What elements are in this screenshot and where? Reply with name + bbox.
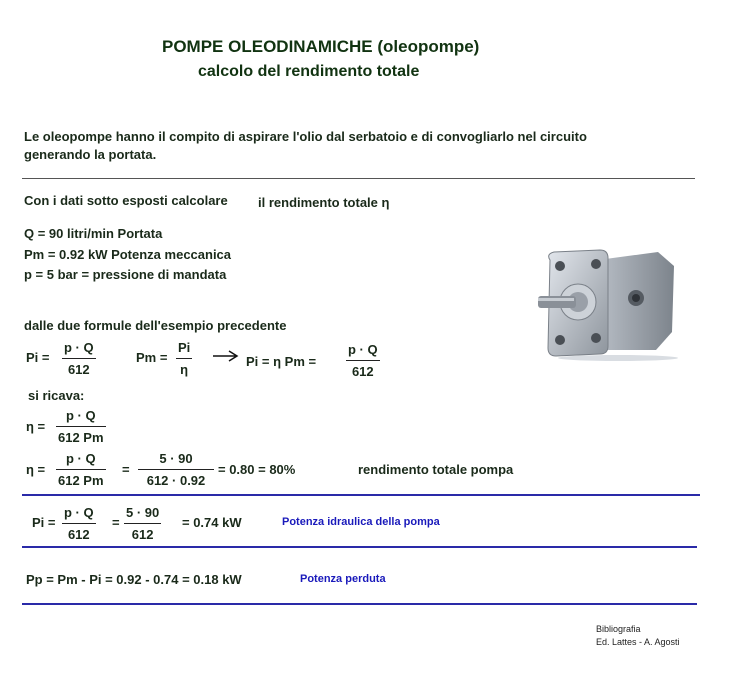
si-ricava: si ricava: (28, 388, 85, 403)
formulas-intro: dalle due formule dell'esempio precedente (24, 318, 287, 333)
page-subtitle: calcolo del rendimento totale (198, 63, 420, 80)
eta-calc-lhs: η = (26, 462, 46, 477)
formula1-lhs: Pi = (26, 350, 50, 365)
data-line-q: Q = 90 litri/min Portata (24, 226, 163, 241)
formula3-fraction (346, 342, 380, 379)
formula2-fraction (176, 340, 192, 377)
fraction-bar (62, 358, 96, 359)
pi-calc-num2: 5 · 90 (126, 505, 160, 520)
formula2-den: η (180, 362, 189, 377)
fraction-bar (138, 469, 214, 470)
eta-calc-fraction-1 (56, 451, 106, 488)
pi-calc-label: Potenza idraulica della pompa (282, 516, 440, 528)
formula2-lhs: Pm = (136, 350, 168, 365)
divider-blue (22, 603, 697, 605)
pi-calc-fraction-1 (62, 505, 96, 542)
pp-calc-label: Potenza perduta (300, 573, 386, 585)
pi-calc-fraction-2 (124, 505, 161, 542)
eta-calc-den1: 612 Pm (58, 473, 104, 488)
eta-calc-den2: 612 · 0.92 (146, 473, 206, 488)
data-line-pm: Pm = 0.92 kW Potenza meccanica (24, 247, 232, 262)
formula1-den: 612 (67, 362, 90, 377)
fraction-bar (62, 523, 96, 524)
eta-calc-num1: p · Q (65, 451, 96, 466)
fraction-bar (124, 523, 161, 524)
bibliography-source: Ed. Lattes - A. Agosti (596, 637, 680, 647)
eta-calc-num2: 5 · 90 (159, 451, 193, 466)
arrow-right-icon (212, 350, 240, 362)
formula1-num: p · Q (64, 340, 94, 355)
divider (22, 178, 695, 179)
fraction-bar (176, 358, 192, 359)
eta-calc-fraction-2 (138, 451, 214, 488)
eta-formula-num: p · Q (65, 408, 96, 423)
formula1-fraction (62, 340, 96, 377)
fraction-bar (346, 360, 380, 361)
eta-formula-fraction (56, 408, 106, 445)
pi-calc-den2: 612 (131, 527, 154, 542)
intro-line-1: Le oleopompe hanno il compito di aspirare l'olio dal serbatoio e di convogliarlo nel circuito (24, 129, 587, 144)
pi-calc-lhs: Pi = (32, 515, 56, 530)
formula3-num: p · Q (348, 342, 378, 357)
eta-calc-eq: = (122, 462, 130, 477)
eta-formula-den: 612 Pm (58, 430, 104, 445)
fraction-bar (56, 426, 106, 427)
intro-line-2: generando la portata. (24, 147, 157, 162)
pi-calc-num1: p · Q (64, 505, 94, 520)
divider-blue (22, 546, 697, 548)
pi-calc-eq: = (112, 515, 120, 530)
data-line-p: p = 5 bar = pressione di mandata (24, 267, 227, 282)
pp-calc-text: Pp = Pm - Pi = 0.92 - 0.74 = 0.18 kW (26, 572, 242, 587)
task-goal: il rendimento totale η (258, 195, 390, 210)
eta-calc-result: = 0.80 = 80% (218, 462, 296, 477)
pi-calc-result: = 0.74 kW (182, 515, 242, 530)
formula2-num: Pi (178, 340, 191, 355)
pi-calc-den1: 612 (67, 527, 90, 542)
task-text: Con i dati sotto esposti calcolare (24, 193, 228, 208)
divider-blue (22, 494, 700, 496)
page-title: POMPE OLEODINAMICHE (oleopompe) (162, 37, 480, 56)
formula3-den: 612 (351, 364, 374, 379)
eta-formula-lhs: η = (26, 419, 46, 434)
bibliography-title: Bibliografia (596, 624, 641, 634)
gear-pump-photo (538, 246, 678, 361)
eta-calc-label: rendimento totale pompa (358, 462, 514, 477)
formula3-lhs: Pi = η Pm = (246, 354, 317, 369)
fraction-bar (56, 469, 106, 470)
